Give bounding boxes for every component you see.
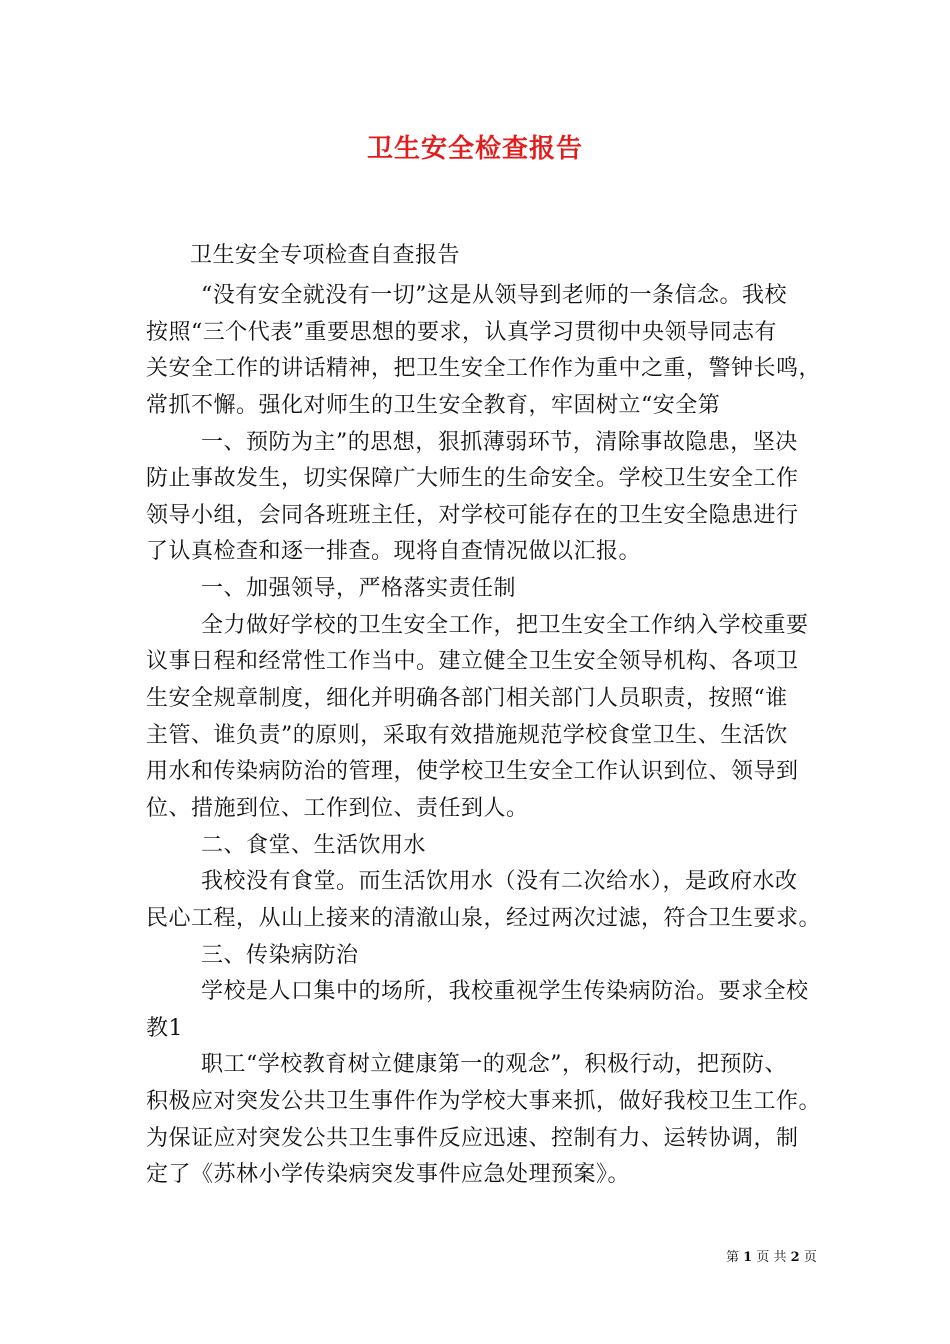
footer-middle: 页 共 — [756, 1250, 787, 1265]
body-line: 关安全工作的讲话精神，把卫生安全工作作为重中之重，警钟长鸣， — [146, 356, 822, 381]
body-line: 防止事故发生，切实保障广大师生的生命安全。学校卫生安全工作 — [146, 466, 799, 491]
body-line: 按照“三个代表”重要思想的要求，认真学习贯彻中央领导同志有 — [146, 320, 777, 345]
section-heading: 一、加强领导，严格落实责任制 — [201, 576, 517, 601]
body-line: 我校没有食堂。而生活饮用水（没有二次给水），是政府水改 — [201, 869, 798, 894]
body-line: 主管、谁负责”的原则，采取有效措施规范学校食堂卫生、生活饮 — [146, 723, 788, 748]
body-line: 位、措施到位、工作到位、责任到人。 — [146, 796, 529, 821]
body-line: 卫生安全专项检查自查报告 — [190, 243, 461, 268]
body-line: 职工“学校教育树立健康第一的观念”，积极行动，把预防、 — [201, 1052, 787, 1077]
body-line: 教1 — [146, 1016, 183, 1041]
footer-suffix: 页 — [803, 1250, 817, 1265]
total-pages-number: 2 — [790, 1250, 800, 1265]
page-title: 卫生安全检查报告 — [366, 134, 583, 164]
body-line: 学校是人口集中的场所，我校重视学生传染病防治。要求全校 — [201, 979, 809, 1004]
body-line: 常抓不懈。强化对师生的卫生安全教育，牢固树立“安全第 — [146, 393, 721, 418]
section-heading: 三、传染病防治 — [201, 943, 359, 968]
body-line: “没有安全就没有一切”这是从领导到老师的一条信念。我校 — [201, 283, 787, 308]
current-page-number: 1 — [743, 1250, 753, 1265]
body-line: 定了《苏林小学传染病突发事件应急处理预案》。 — [146, 1162, 631, 1187]
footer-prefix: 第 — [726, 1250, 740, 1265]
body-line: 议事日程和经常性工作当中。建立健全卫生安全领导机构、各项卫 — [146, 649, 799, 674]
section-heading: 二、食堂、生活饮用水 — [201, 833, 427, 858]
body-line: 积极应对突发公共卫生事件作为学校大事来抓，做好我校卫生工作。 — [146, 1089, 822, 1114]
body-line: 全力做好学校的卫生安全工作，把卫生安全工作纳入学校重要 — [201, 613, 809, 638]
body-line: 一、预防为主”的思想，狠抓薄弱环节，清除事故隐患，坚决 — [201, 430, 798, 455]
body-line: 民心工程，从山上接来的清澈山泉，经过两次过滤，符合卫生要求。 — [146, 906, 822, 931]
body-line: 领导小组，会同各班班主任，对学校可能存在的卫生安全隐患进行 — [146, 503, 799, 528]
body-line: 用水和传染病防治的管理，使学校卫生安全工作认识到位、领导到 — [146, 759, 799, 784]
body-line: 生安全规章制度，细化并明确各部门相关部门人员职责，按照“谁 — [146, 686, 788, 711]
body-line: 了认真检查和逐一排查。现将自查情况做以汇报。 — [146, 539, 642, 564]
body-line: 为保证应对突发公共卫生事件反应迅速、控制有力、运转协调，制 — [146, 1126, 799, 1151]
page-footer — [726, 1246, 817, 1265]
